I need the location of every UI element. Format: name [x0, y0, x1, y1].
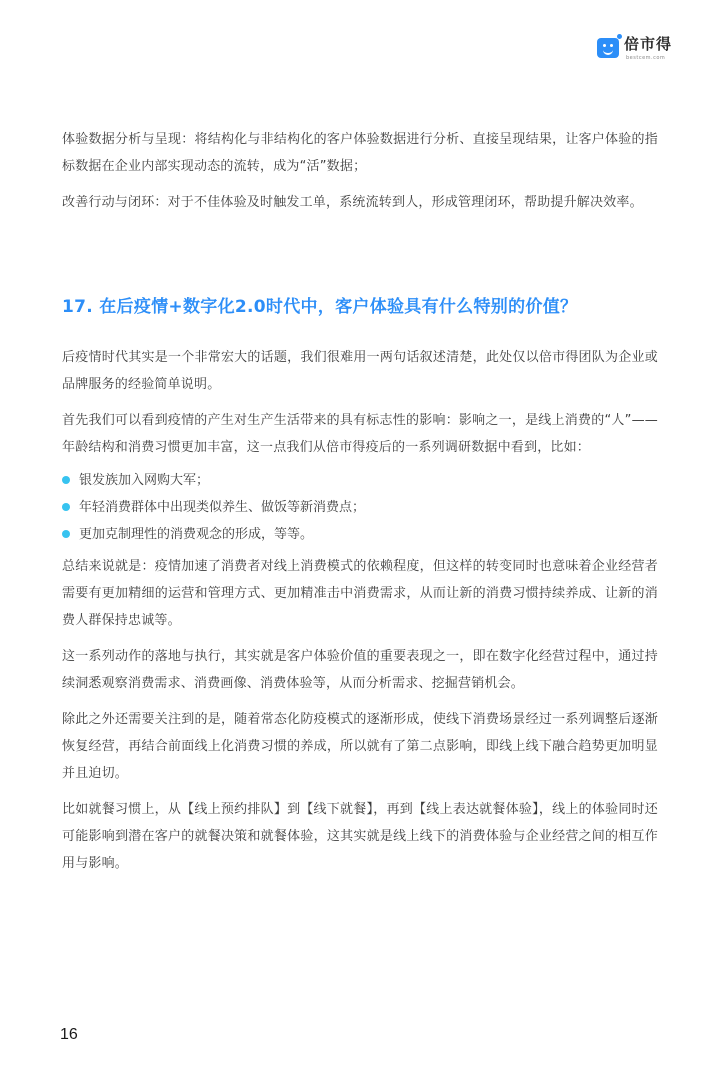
body-paragraph: 这一系列动作的落地与执行，其实就是客户体验价值的重要表现之一，即在数字化经营过程中，通过持续洞悉观察消费需求、消费画像、消费体验等，从而分析需求、挖掘营销机会。	[62, 649, 658, 691]
bullet-dot-icon	[62, 503, 70, 511]
page-number: 16	[60, 1026, 78, 1043]
bullet-item	[62, 467, 658, 494]
smiley-chat-icon	[597, 38, 619, 58]
bullet-text: 更加克制理性的消费观念的形成，等等。	[79, 527, 314, 542]
body-paragraph: 总结来说就是：疫情加速了消费者对线上消费模式的依赖程度，但这样的转变同时也意味着企业经营者需要有更加精细的运营和管理方式、更加精准击中消费需求，从而让新的消费习惯持续养成、让新的消费人群保持忠诚等。	[62, 559, 658, 628]
bullet-item	[62, 494, 658, 521]
body-paragraph: 后疫情时代其实是一个非常宏大的话题，我们很难用一两句话叙述清楚，此处仅以倍市得团队为企业或品牌服务的经验简单说明。	[62, 350, 658, 392]
intro-paragraph: 改善行动与闭环：对于不佳体验及时触发工单，系统流转到人，形成管理闭环，帮助提升解决效率。	[62, 195, 643, 210]
section-title: 17. 在后疫情+数字化2.0时代中，客户体验具有什么特别的价值？	[62, 297, 578, 317]
body-paragraph: 除此之外还需要关注到的是，随着常态化防疫模式的逐渐形成，使线下消费场景经过一系列调整后逐渐恢复经营，再结合前面线上化消费习惯的养成，所以就有了第二点影响，即线上线下融合趋势更加明显并且迫切。	[62, 712, 658, 781]
bullet-list	[62, 467, 658, 548]
bullet-item	[62, 521, 658, 548]
logo-domain: bestcem.com	[626, 55, 666, 61]
logo-name: 倍市得	[624, 35, 673, 53]
intro-paragraph: 体验数据分析与呈现：将结构化与非结构化的客户体验数据进行分析、直接呈现结果，让客户体验的指标数据在企业内部实现动态的流转，成为“活”数据；	[62, 132, 658, 174]
brand-logo	[597, 36, 687, 64]
body-paragraph: 比如就餐习惯上，从【线上预约排队】到【线下就餐】，再到【线上表达就餐体验】，线上的体验同时还可能影响到潜在客户的就餐决策和就餐体验，这其实就是线上线下的消费体验与企业经营之间的相互作用与影响。	[62, 802, 658, 871]
bullet-dot-icon	[62, 476, 70, 484]
bullet-text: 年轻消费群体中出现类似养生、做饭等新消费点；	[79, 500, 366, 515]
page-content	[62, 126, 658, 886]
bullet-text: 银发族加入网购大军；	[79, 473, 210, 488]
body-paragraph: 首先我们可以看到疫情的产生对生产生活带来的具有标志性的影响：影响之一，是线上消费的“人”——年龄结构和消费习惯更加丰富，这一点我们从倍市得疫后的一系列调研数据中看到，比如：	[62, 413, 658, 455]
logo-accent-dot	[617, 34, 622, 39]
bullet-dot-icon	[62, 530, 70, 538]
